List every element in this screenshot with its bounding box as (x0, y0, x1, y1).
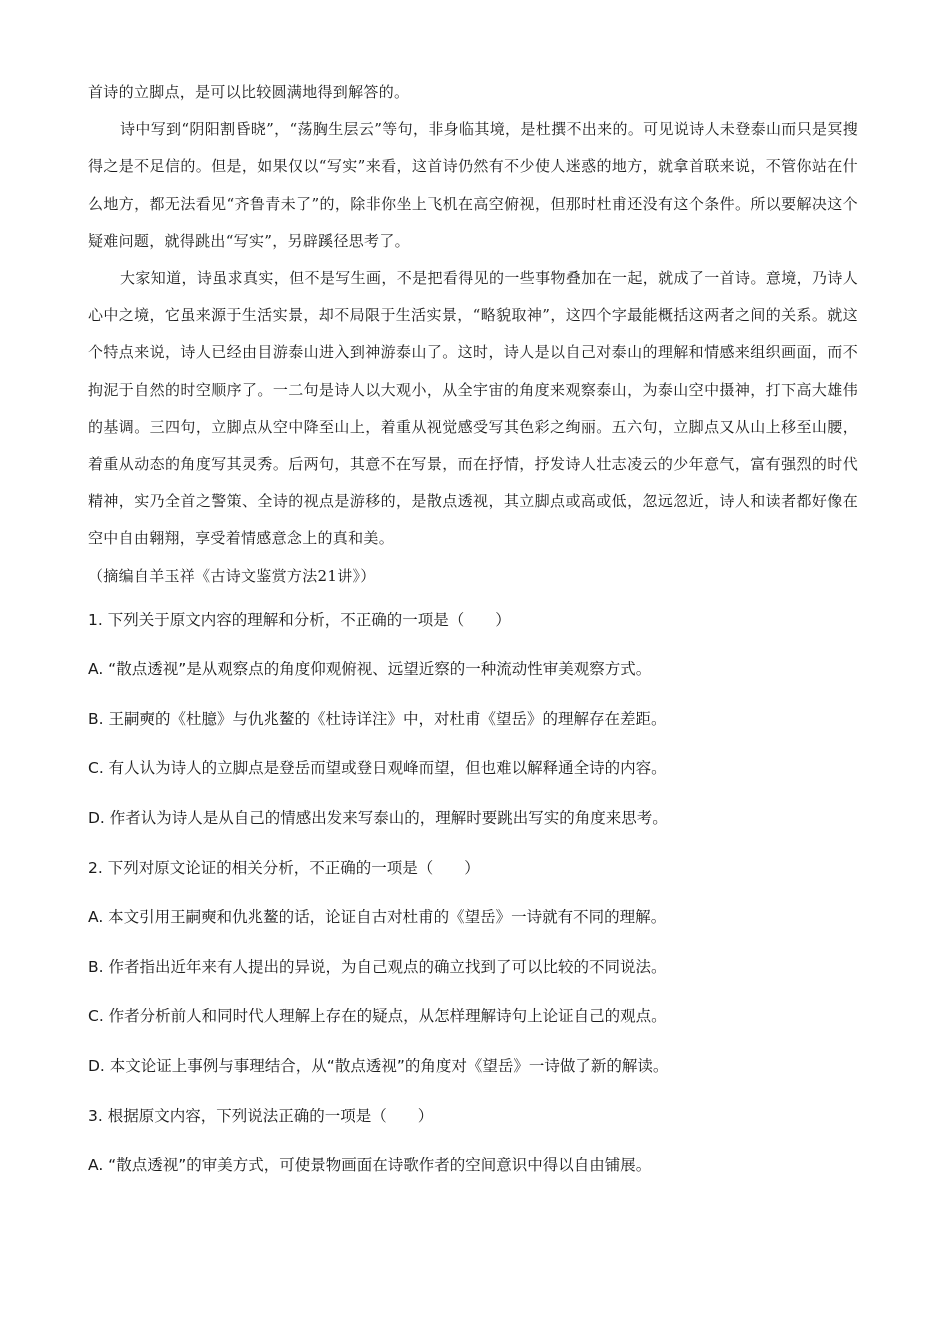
reading-passage (88, 0, 858, 595)
question-2 (88, 843, 858, 1091)
question-stem: 3. 根据原文内容，下列说法正确的一项是（ ） (88, 1106, 434, 1125)
passage-source-citation: （摘编自羊玉祥《古诗文鉴赏方法21讲》） (88, 566, 376, 585)
question-list (88, 595, 858, 1190)
question-stem: 1. 下列关于原文内容的理解和分析，不正确的一项是（ ） (88, 610, 511, 629)
answer-option-c[interactable]: C. 作者分析前人和同时代人理解上存在的疑点，从怎样理解诗句上论证自己的观点。 (88, 1007, 667, 1026)
document-page (88, 0, 858, 1190)
passage-paragraph-1: 诗中写到“阴阳割昏晓”，“荡胸生层云”等句，非身临其境，是杜撰不出来的。可见说诗人未登泰山而只是冥搜得之是不足信的。但是，如果仅以“写实”来看，这首诗仍然有不少使人迷惑的地方，就拿首联来说，不管你站在什么地方，都无法看见“齐鲁青未了”的，除非你坐上飞机在高空俯视，但那时杜甫还没有这个条件。所以要解决这个疑难问题，就得跳出“写实”，另辟蹊径思考了。 (88, 120, 858, 250)
question-3 (88, 1091, 858, 1190)
answer-option-d[interactable]: D. 作者认为诗人是从自己的情感出发来写泰山的，理解时要跳出写实的角度来思考。 (88, 809, 668, 828)
answer-option-a[interactable]: A. “散点透视”是从观察点的角度仰观俯视、远望近察的一种流动性审美观察方式。 (88, 660, 652, 679)
answer-option-c[interactable]: C. 有人认为诗人的立脚点是登岳而望或登日观峰而望，但也难以解释通全诗的内容。 (88, 759, 667, 778)
answer-option-a[interactable]: A. “散点透视”的审美方式，可使景物画面在诗歌作者的空间意识中得以自由铺展。 (88, 1156, 652, 1175)
answer-option-b[interactable]: B. 作者指出近年来有人提出的异说，为自己观点的确立找到了可以比较的不同说法。 (88, 957, 667, 976)
answer-option-d[interactable]: D. 本文论证上事例与事理结合，从“散点透视”的角度对《望岳》一诗做了新的解读。 (88, 1056, 669, 1075)
passage-paragraph-2: 大家知道，诗虽求真实，但不是写生画，不是把看得见的一些事物叠加在一起，就成了一首诗。意境，乃诗人心中之境，它虽来源于生活实景，却不局限于生活实景，“略貌取神”，这四个字最能概括这两者之间的关系。就这个特点来说，诗人已经由目游泰山进入到神游泰山了。这时，诗人是以自己对泰山的理解和情感来组织画面，而不拘泥于自然的时空顺序了。一二句是诗人以大观小，从全宇宙的角度来观察泰山，为泰山空中摄神，打下高大雄伟的基调。三四句，立脚点从空中降至山上，着重从视觉感受写其色彩之绚丽。五六句，立脚点又从山上移至山腰，着重从动态的角度写其灵秀。后两句，其意不在写景，而在抒情，抒发诗人壮志凌云的少年意气，富有强烈的时代精神，实乃全首之警策、全诗的视点是游移的，是散点透视，其立脚点或高或低，忽远忽近，诗人和读者都好像在空中自由翱翔，享受着情感意念上的真和美。 (88, 269, 858, 548)
question-stem: 2. 下列对原文论证的相关分析，不正确的一项是（ ） (88, 858, 480, 877)
answer-option-a[interactable]: A. 本文引用王嗣奭和仇兆鳌的话，论证自古对杜甫的《望岳》一诗就有不同的理解。 (88, 908, 667, 927)
question-1 (88, 595, 858, 843)
passage-paragraph-0: 首诗的立脚点，是可以比较圆满地得到解答的。 (88, 83, 410, 101)
answer-option-b[interactable]: B. 王嗣奭的《杜臆》与仇兆鳌的《杜诗详注》中，对杜甫《望岳》的理解存在差距。 (88, 709, 667, 728)
